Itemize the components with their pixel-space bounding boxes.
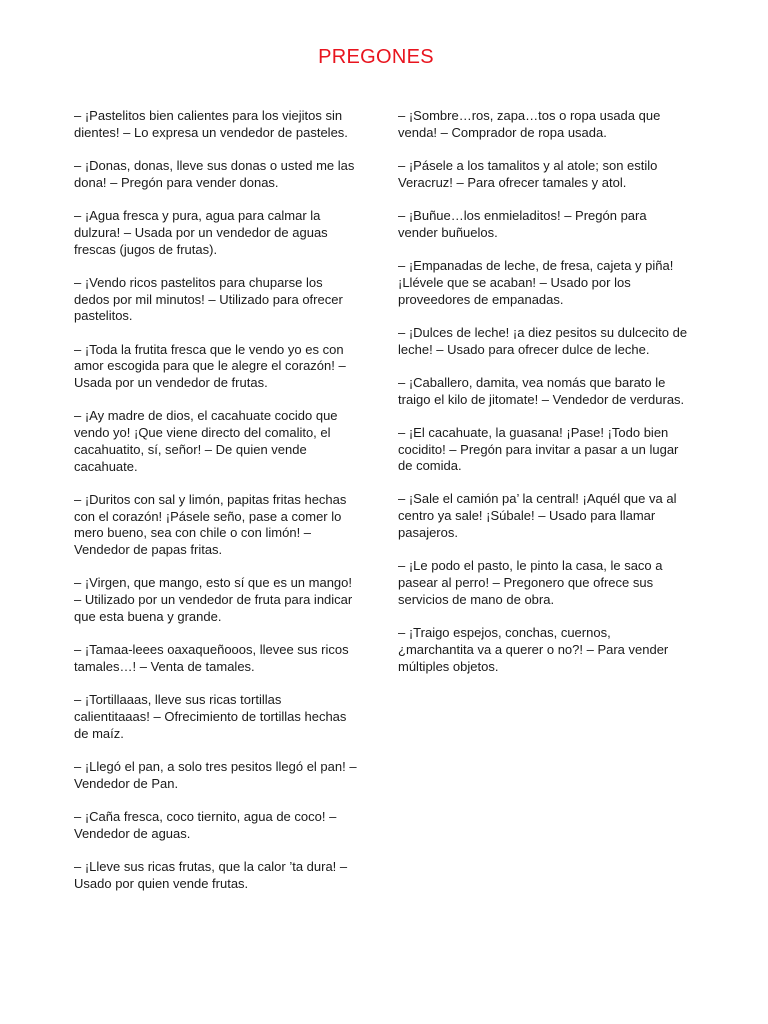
pregon-entry: – ¡Empanadas de leche, de fresa, cajeta y piña! ¡Llévele que se acaban! – Usado por los proveedores de empanadas.: [398, 257, 674, 307]
pregon-entry: – ¡Sombre…ros, zapa…tos o ropa usada que venda! – Comprador de ropa usada.: [398, 108, 661, 140]
pregon-entry: – ¡Caña fresca, coco tiernito, agua de coco! – Vendedor de aguas.: [74, 809, 337, 841]
pregon-entry: – ¡Duritos con sal y limón, papitas fritas hechas con el corazón! ¡Pásele seño, pase a comer lo mero bueno, sea con chile o con limón! – Vendedor de papas fritas.: [74, 491, 347, 558]
pregon-entry: – ¡Caballero, damita, vea nomás que barato le traigo el kilo de jitomate! – Vendedor de verduras.: [398, 374, 685, 407]
pregon-entry: – ¡Tortillaaas, lleve sus ricas tortillas calientitaaas! – Ofrecimiento de tortillas hechas de maíz.: [74, 692, 347, 741]
pregon-entry: – ¡Buñue…los enmieladitos! – Pregón para vender buñuelos.: [398, 207, 647, 240]
pregon-entry: – ¡Traigo espejos, conchas, cuernos, ¿marchantita va a querer o no?! – Para vender múltiples objetos.: [398, 625, 669, 674]
pregon-entry: – ¡Donas, donas, lleve sus donas o usted me las dona! – Pregón para vender donas.: [74, 157, 355, 190]
right-column: [398, 108, 688, 692]
pregon-entry: – ¡El cacahuate, la guasana! ¡Pase! ¡Todo bien cocidito! – Pregón para invitar a pasar a un lugar de comida.: [398, 424, 679, 474]
pregon-entry: – ¡Virgen, que mango, esto sí que es un mango! – Utilizado por un vendedor de fruta para indicar que esta buena y grande.: [74, 575, 353, 625]
pregon-entry: – ¡Sale el camión pa’ la central! ¡Aquél que va al centro ya sale! ¡Súbale! – Usado para llamar pasajeros.: [398, 491, 677, 541]
pregon-entry: – ¡Ay madre de dios, el cacahuate cocido que vendo yo! ¡Que viene directo del comalito, el cacahuatito, sí, señor! – De quien vende cacahuate.: [74, 408, 338, 474]
pregon-entry: – ¡Vendo ricos pastelitos para chuparse los dedos por mil minutos! – Utilizado para ofrecer pastelitos.: [74, 274, 343, 324]
pregon-entry: – ¡Pásele a los tamalitos y al atole; son estilo Veracruz! – Para ofrecer tamales y atol.: [398, 157, 658, 190]
pregon-entry: – ¡Agua fresca y pura, agua para calmar la dulzura! – Usada por un vendedor de aguas frescas (jugos de frutas).: [74, 207, 328, 257]
page-title: PREGONES: [318, 46, 434, 68]
pregon-entry: – ¡Dulces de leche! ¡a diez pesitos su dulcecito de leche! – Usado para ofrecer dulce de leche.: [398, 324, 688, 357]
pregon-entry: – ¡Lleve sus ricas frutas, que la calor ’ta dura! – Usado por quien vende frutas.: [74, 858, 348, 891]
pregon-entry: – ¡Le podo el pasto, le pinto la casa, le saco a pasear al perro! – Pregonero que ofrece sus servicios de mano de obra.: [398, 558, 663, 607]
pregon-entry: – ¡Toda la frutita fresca que le vendo yo es con amor escogida para que le alegre el corazón! – Usada por un vendedor de frutas.: [74, 341, 346, 391]
pregon-entry: – ¡Pastelitos bien calientes para los viejitos sin dientes! – Lo expresa un vendedor de pasteles.: [74, 108, 348, 140]
pregon-entry: – ¡Tamaa-leees oaxaqueñooos, llevee sus ricos tamales…! – Venta de tamales.: [74, 642, 349, 675]
pregon-entry: – ¡Llegó el pan, a solo tres pesitos llegó el pan! – Vendedor de Pan.: [74, 759, 357, 791]
left-column: [74, 108, 360, 909]
